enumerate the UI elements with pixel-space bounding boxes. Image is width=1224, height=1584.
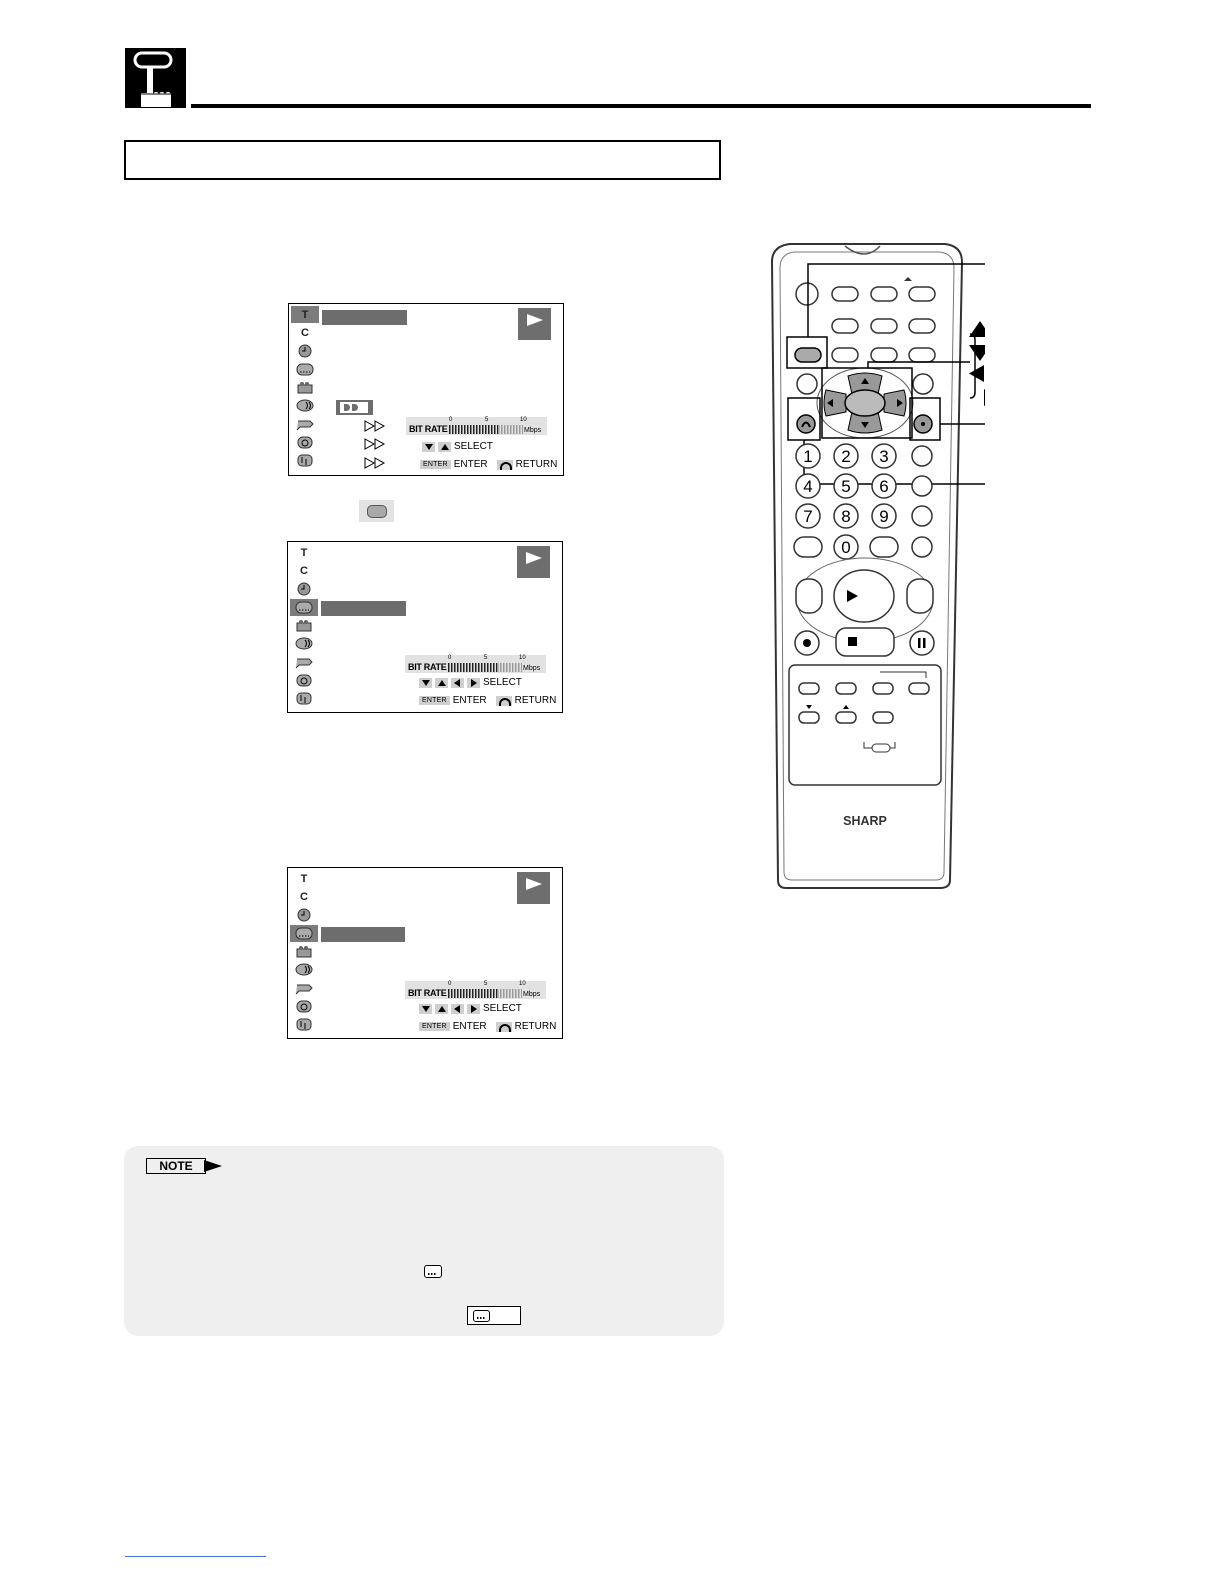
ff-icon [364, 457, 386, 469]
return-icon [496, 696, 512, 706]
return-icon [496, 1022, 512, 1032]
bookmark-icon [290, 1016, 318, 1033]
ff-icon [364, 420, 386, 432]
select-hint: SELECT [422, 441, 493, 452]
time-icon [291, 343, 319, 360]
note-tag: NOTE [146, 1158, 221, 1174]
svg-text:8: 8 [841, 507, 851, 526]
right-arrow-icon [467, 1004, 480, 1014]
audio-icon [291, 397, 319, 414]
enter-key: ENTER [419, 696, 450, 705]
ff-icon [364, 438, 386, 450]
play-status-icon [517, 546, 550, 578]
angle-icon [290, 943, 318, 960]
svg-text:3: 3 [879, 447, 889, 466]
osd-panel-3 [287, 867, 563, 1039]
bookmark-icon [291, 452, 319, 469]
enter-return-hint: ENTER ENTER RETURN [419, 1021, 556, 1032]
zoom-icon [290, 672, 318, 689]
osd-highlight-bar [322, 310, 407, 325]
left-arrow-icon [451, 1004, 464, 1014]
enter-key: ENTER [420, 460, 451, 469]
audio-icon [290, 635, 318, 652]
time-icon [290, 907, 318, 924]
return-icon [497, 460, 513, 470]
osd-highlight-bar [321, 601, 406, 616]
play-status-icon [517, 872, 550, 904]
osd-highlight-bar [321, 927, 405, 942]
up-arrow-icon [438, 442, 451, 452]
subtitle-icon [290, 599, 318, 616]
repeat-icon [291, 416, 319, 433]
angle-icon [291, 379, 319, 396]
play-status-icon [518, 308, 551, 340]
subtitle-icon [291, 361, 319, 378]
header-rule [191, 104, 1091, 108]
svg-text:4: 4 [803, 477, 813, 496]
remote-control [765, 240, 985, 890]
enter-key: ENTER [419, 1022, 450, 1031]
enter-return-hint: ENTER ENTER RETURN [419, 695, 556, 706]
osd-panel-2 [287, 541, 563, 713]
svg-text:2: 2 [841, 447, 851, 466]
bitrate-meter: 0 5 10 BIT RATE Mbps [406, 417, 547, 435]
audio-icon [290, 961, 318, 978]
svg-text:6: 6 [879, 477, 889, 496]
svg-text:1: 1 [803, 447, 813, 466]
left-arrow-icon [451, 678, 464, 688]
right-arrow-icon [467, 678, 480, 688]
angle-icon [290, 617, 318, 634]
title-icon: T [291, 306, 319, 323]
zoom-icon [290, 998, 318, 1015]
up-arrow-icon [435, 1004, 448, 1014]
enter-return-hint: ENTER ENTER RETURN [420, 459, 557, 470]
down-arrow-icon [419, 1004, 432, 1014]
osd-icon-column [291, 306, 321, 471]
svg-text:0: 0 [841, 538, 851, 557]
down-arrow-icon [422, 442, 435, 452]
select-hint: SELECT [419, 1003, 522, 1014]
up-arrow-icon [435, 678, 448, 688]
chapter-icon: C [301, 326, 309, 339]
title-icon: T [300, 872, 308, 885]
bitrate-meter: 0 5 10 BIT RATE Mbps [405, 981, 546, 999]
repeat-icon [290, 980, 318, 997]
svg-text:7: 7 [803, 507, 813, 526]
time-icon [290, 581, 318, 598]
subtitle-icon [290, 925, 318, 942]
osd-icon-column [290, 870, 320, 1035]
chapter-icon: C [300, 890, 308, 903]
zoom-icon [291, 434, 319, 451]
footer-rule [125, 1556, 266, 1557]
bookmark-icon [290, 690, 318, 707]
repeat-icon [290, 654, 318, 671]
osd-icon-column [290, 544, 320, 709]
note-box [124, 1146, 724, 1336]
svg-text:9: 9 [879, 507, 889, 526]
down-arrow-icon [419, 678, 432, 688]
select-hint: SELECT [419, 677, 522, 688]
svg-text:5: 5 [841, 477, 851, 496]
subtitle-display-icon [467, 1306, 521, 1325]
section-title-box [124, 140, 721, 180]
dolby-digital-icon [336, 400, 373, 415]
subtitle-icon [359, 500, 394, 522]
brand-logo: SHARP [843, 814, 887, 828]
title-icon: T [300, 546, 308, 559]
osd-panel-1 [288, 303, 564, 476]
bitrate-meter: 0 5 10 BIT RATE Mbps [405, 655, 546, 673]
subtitle-icon [424, 1265, 442, 1278]
hand-pointer-icon [125, 48, 186, 108]
chapter-icon: C [300, 564, 308, 577]
